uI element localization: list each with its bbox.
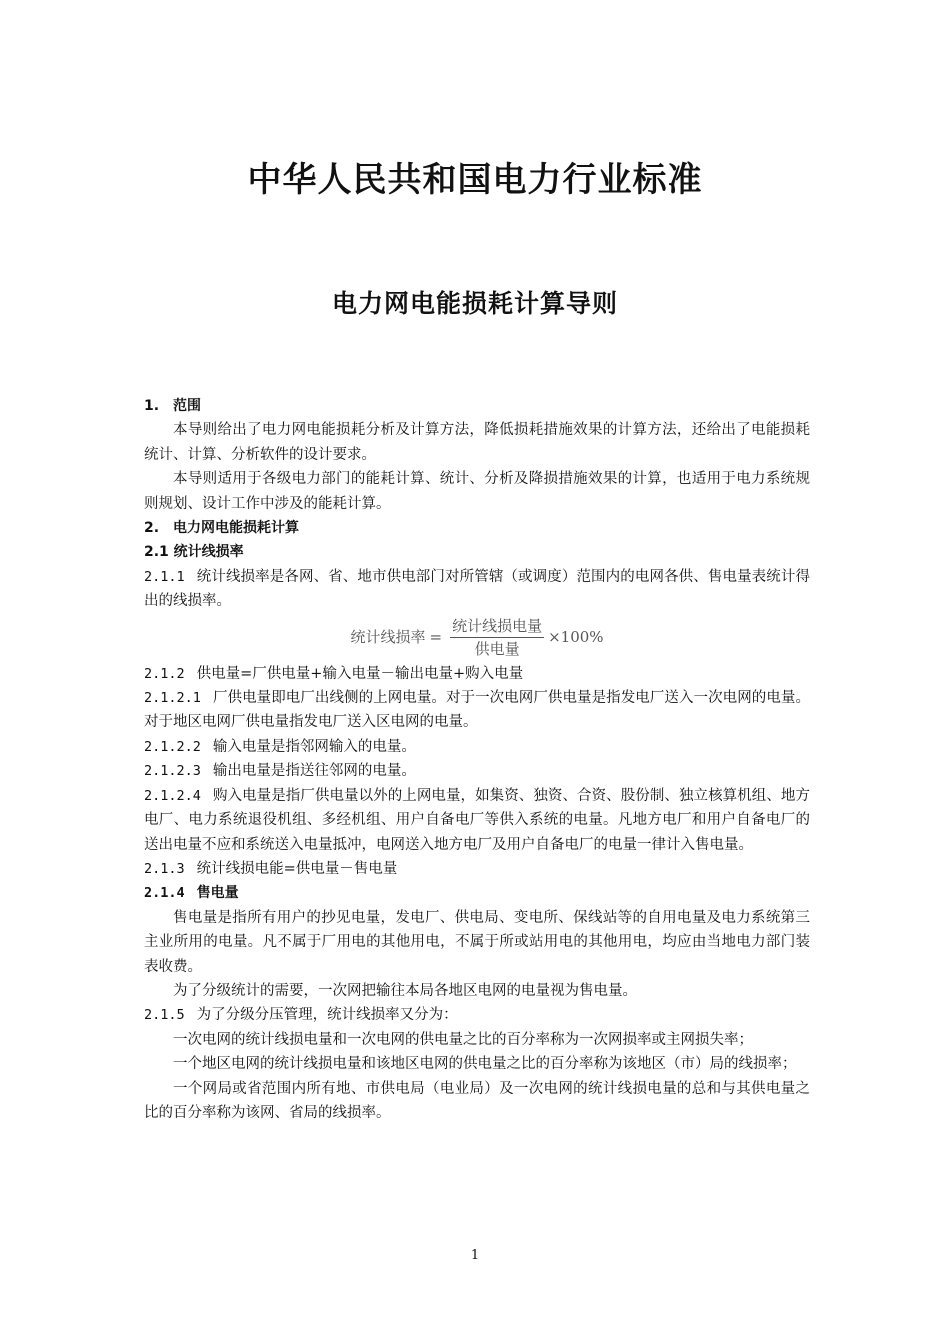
clause-2-1-3 — [144, 857, 810, 881]
clause-2-1-2-1 — [144, 686, 810, 735]
formula-numerator: 统计线损电量 — [450, 616, 544, 638]
clause-number: 2.1.2.2 — [144, 738, 201, 755]
clause-text: 输入电量是指邻网输入的电量。 — [212, 738, 416, 755]
clause-2-1-2-2 — [144, 735, 810, 759]
formula-lhs: 统计线损率 — [350, 628, 426, 647]
clause-number: 2.1.3 — [144, 860, 185, 877]
clause-2-1-2-4 — [144, 784, 810, 857]
formula-factor: ×100% — [548, 628, 604, 647]
document-subtitle: 电力网电能损耗计算导则 — [331, 289, 618, 318]
paragraph: 一次电网的统计线损电量和一次电网的供电量之比的百分率称为一次网损率或主网损失率； — [173, 1031, 753, 1048]
clause-2-1-4 — [144, 881, 810, 905]
clause-text: 为了分级分压管理，统计线损率又分为： — [196, 1007, 458, 1024]
clause-2-1-2 — [144, 662, 810, 686]
clause-number: 2.1.5 — [144, 1007, 185, 1024]
clause-number: 2.1.2.4 — [144, 787, 201, 804]
clause-text: 购入电量是指厂供电量以外的上网电量，如集资、独资、合资、股份制、独立核算机组、地方电厂、电力系统退役机组、多经机组、用户自备电厂等供入系统的电量。凡地方电厂和用户自备电厂的送出电量不应和系统送入电量抵冲，电网送入地方电厂及用户自备电厂的电量一律计入售电量。 — [144, 787, 810, 853]
paragraph: 本导则给出了电力网电能损耗分析及计算方法，降低损耗措施效果的计算方法，还给出了电能损耗统计、计算、分析软件的设计要求。 — [144, 422, 810, 463]
document-body — [144, 394, 810, 1125]
section-heading-scope: 1. 范围 — [144, 398, 202, 414]
paragraph: 一个地区电网的统计线损电量和该地区电网的供电量之比的百分率称为该地区（市）局的线损率； — [173, 1056, 797, 1073]
clause-number: 2.1.1 — [144, 568, 185, 585]
clause-2-1-1 — [144, 565, 810, 614]
subsection-heading-statistical-loss-rate: 2.1 统计线损率 — [144, 544, 244, 561]
paragraph: 售电量是指所有用户的抄见电量，发电厂、供电局、变电所、保线站等的自用电量及电力系统第三主业所用的电量。凡不属于厂用电的其他用电，不属于所或站用电的其他用电，均应由当地电力部门装表收费。 — [144, 909, 810, 975]
clause-2-1-2-3 — [144, 759, 810, 783]
clause-number: 2.1.2.1 — [144, 690, 201, 707]
paragraph: 一个网局或省范围内所有地、市供电局（电业局）及一次电网的统计线损电量的总和与其供电量之比的百分率称为该网、省局的线损率。 — [144, 1080, 810, 1121]
clause-text: 厂供电量即电厂出线侧的上网电量。对于一次电网厂供电量是指发电厂送入一次电网的电量。对于地区电网厂供电量指发电厂送入区电网的电量。 — [144, 690, 810, 731]
clause-text: 统计线损率是各网、省、地市供电部门对所管辖（或调度）范围内的电网各供、售电量表统计得出的线损率。 — [144, 568, 810, 610]
clause-heading: 售电量 — [196, 885, 239, 902]
paragraph: 本导则适用于各级电力部门的能耗计算、统计、分析及降损措施效果的计算，也适用于电力系统规则规划、设计工作中涉及的能耗计算。 — [144, 471, 810, 512]
clause-text: 输出电量是指送往邻网的电量。 — [212, 763, 416, 780]
page-number: 1 — [470, 1248, 480, 1263]
paragraph: 为了分级统计的需要，一次网把输往本局各地区电网的电量视为售电量。 — [173, 982, 637, 999]
clause-2-1-5 — [144, 1003, 810, 1027]
clause-number: 2.1.4 — [144, 885, 185, 902]
clause-number: 2.1.2 — [144, 665, 185, 682]
section-heading-loss-calc: 2. 电力网电能损耗计算 — [144, 520, 300, 537]
formula-equals: = — [429, 628, 443, 647]
formula-fraction — [450, 616, 544, 659]
document-title: 中华人民共和国电力行业标准 — [247, 160, 703, 200]
formula-denominator: 供电量 — [474, 640, 520, 659]
loss-rate-formula — [144, 614, 810, 662]
clause-text: 统计线损电能=供电量－售电量 — [196, 860, 398, 877]
clause-number: 2.1.2.3 — [144, 763, 201, 780]
clause-text: 供电量=厂供电量+输入电量－输出电量+购入电量 — [196, 665, 524, 682]
